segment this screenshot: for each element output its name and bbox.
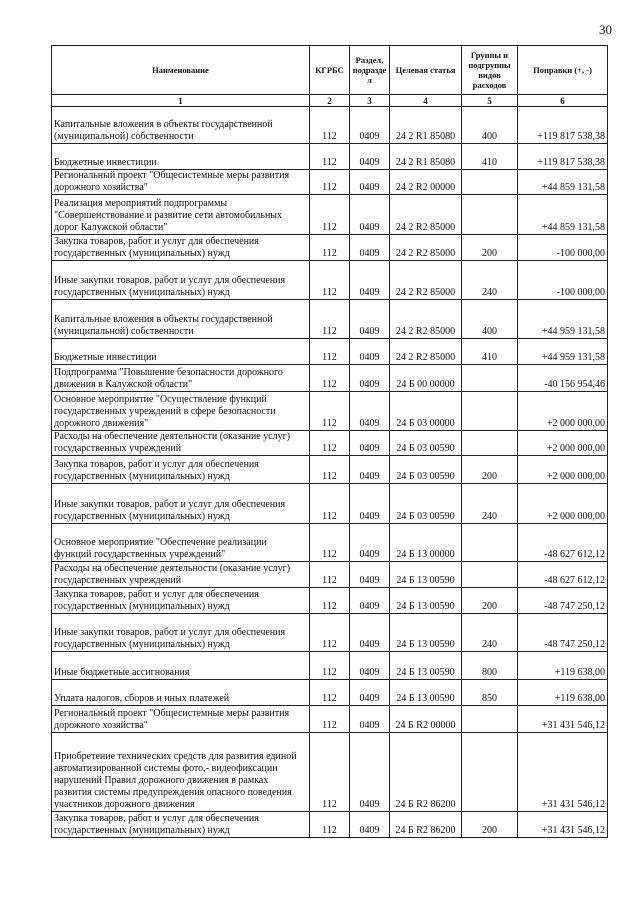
row-name: Бюджетные инвестиции [52, 144, 310, 170]
row-amount: +31 431 546,12 [518, 706, 608, 733]
column-number: 6 [518, 95, 608, 107]
row-kgrbs: 112 [310, 652, 350, 680]
table-row [52, 524, 608, 562]
table-row [52, 680, 608, 706]
table-row [52, 339, 608, 365]
row-name: Основное мероприятие "Обеспечение реализации функций государственных учреждений" [52, 524, 310, 562]
row-name: Иные закупки товаров, работ и услуг для обеспечения государственных (муниципальных) нужд [52, 261, 310, 300]
table-row [52, 235, 608, 261]
row-target-article: 24 Б R2 86200 [390, 812, 462, 838]
table-row [52, 170, 608, 195]
row-section: 0409 [350, 392, 390, 431]
row-kgrbs: 112 [310, 588, 350, 614]
table-row [52, 484, 608, 524]
row-name: Иные закупки товаров, работ и услуг для обеспечения государственных (муниципальных) нужд [52, 614, 310, 652]
row-target-article: 24 Б 00 00000 [390, 365, 462, 392]
row-section: 0409 [350, 339, 390, 365]
row-expense-group [462, 431, 518, 456]
row-amount: -48 627 612,12 [518, 562, 608, 588]
table-row [52, 392, 608, 431]
row-name: Капитальные вложения в объекты государственной (муниципальной) собственности [52, 300, 310, 339]
row-kgrbs: 112 [310, 706, 350, 733]
table-row [52, 261, 608, 300]
row-name: Расходы на обеспечение деятельности (оказание услуг) государственных учреждений [52, 562, 310, 588]
row-amount: +44 959 131,58 [518, 300, 608, 339]
row-section: 0409 [350, 484, 390, 524]
column-number: 2 [310, 95, 350, 107]
row-target-article: 24 2 R2 85000 [390, 261, 462, 300]
row-expense-group: 200 [462, 588, 518, 614]
row-amount: +44 859 131,58 [518, 195, 608, 235]
row-section: 0409 [350, 812, 390, 838]
row-kgrbs: 112 [310, 365, 350, 392]
row-kgrbs: 112 [310, 524, 350, 562]
row-target-article: 24 2 R1 85080 [390, 107, 462, 144]
row-name: Закупка товаров, работ и услуг для обеспечения государственных (муниципальных) нужд [52, 812, 310, 838]
row-expense-group: 400 [462, 300, 518, 339]
row-target-article: 24 Б 13 00590 [390, 562, 462, 588]
table-row [52, 652, 608, 680]
row-expense-group: 200 [462, 812, 518, 838]
row-target-article: 24 Б R2 86200 [390, 733, 462, 812]
row-section: 0409 [350, 614, 390, 652]
row-expense-group: 410 [462, 144, 518, 170]
row-expense-group: 850 [462, 680, 518, 706]
row-target-article: 24 Б 13 00590 [390, 680, 462, 706]
row-section: 0409 [350, 261, 390, 300]
table-row [52, 431, 608, 456]
column-number: 5 [462, 95, 518, 107]
row-name: Бюджетные инвестиции [52, 339, 310, 365]
row-amount: +2 000 000,00 [518, 484, 608, 524]
row-name: Иные бюджетные ассигнования [52, 652, 310, 680]
row-expense-group [462, 562, 518, 588]
row-expense-group: 200 [462, 235, 518, 261]
row-amount: -48 627 612,12 [518, 524, 608, 562]
row-amount: +44 959 131,58 [518, 339, 608, 365]
row-section: 0409 [350, 652, 390, 680]
row-expense-group [462, 195, 518, 235]
row-target-article: 24 2 R2 85000 [390, 339, 462, 365]
row-name: Уплата налогов, сборов и иных платежей [52, 680, 310, 706]
header-name: Наименование [52, 46, 310, 95]
row-kgrbs: 112 [310, 261, 350, 300]
row-expense-group [462, 365, 518, 392]
row-expense-group [462, 733, 518, 812]
table-row [52, 107, 608, 144]
row-target-article: 24 2 R2 85000 [390, 235, 462, 261]
header-row [52, 46, 608, 95]
row-target-article: 24 Б 03 00590 [390, 431, 462, 456]
row-section: 0409 [350, 365, 390, 392]
row-target-article: 24 2 R2 85000 [390, 195, 462, 235]
table-row [52, 144, 608, 170]
row-amount: +119 638,00 [518, 652, 608, 680]
row-section: 0409 [350, 235, 390, 261]
row-kgrbs: 112 [310, 733, 350, 812]
row-section: 0409 [350, 733, 390, 812]
table-row [52, 195, 608, 235]
row-target-article: 24 Б 03 00590 [390, 484, 462, 524]
row-kgrbs: 112 [310, 614, 350, 652]
row-name: Приобретение технических средств для развития единой автоматизированной системы фото,- видеофиксации нарушений Правил дорожного движения в рамках развития системы предупреждения опасного поведения участников дорожного движения [52, 733, 310, 812]
row-section: 0409 [350, 144, 390, 170]
row-amount: +119 817 538,38 [518, 107, 608, 144]
row-amount: -48 747 250,12 [518, 588, 608, 614]
row-amount: -100 000,00 [518, 261, 608, 300]
row-kgrbs: 112 [310, 170, 350, 195]
column-number: 4 [390, 95, 462, 107]
row-kgrbs: 112 [310, 431, 350, 456]
table-row [52, 300, 608, 339]
row-kgrbs: 112 [310, 339, 350, 365]
table-row [52, 562, 608, 588]
header-target: Целевая статья [390, 46, 462, 95]
row-section: 0409 [350, 170, 390, 195]
table-row [52, 365, 608, 392]
row-kgrbs: 112 [310, 562, 350, 588]
row-section: 0409 [350, 456, 390, 484]
row-target-article: 24 2 R1 85080 [390, 144, 462, 170]
table-row [52, 614, 608, 652]
column-number-row [52, 95, 608, 107]
row-expense-group [462, 706, 518, 733]
row-amount: +2 000 000,00 [518, 456, 608, 484]
row-section: 0409 [350, 300, 390, 339]
row-amount: +2 000 000,00 [518, 431, 608, 456]
column-number: 3 [350, 95, 390, 107]
row-name: Расходы на обеспечение деятельности (оказание услуг) государственных учреждений [52, 431, 310, 456]
row-name: Реализация мероприятий подпрограммы "Совершенствование и развитие сети автомобильных дорог Калужской области" [52, 195, 310, 235]
row-kgrbs: 112 [310, 456, 350, 484]
header-amount: Поправки (+, -) [518, 46, 608, 95]
row-section: 0409 [350, 524, 390, 562]
row-section: 0409 [350, 107, 390, 144]
row-section: 0409 [350, 680, 390, 706]
row-section: 0409 [350, 562, 390, 588]
row-target-article: 24 Б R2 00000 [390, 706, 462, 733]
row-amount: +2 000 000,00 [518, 392, 608, 431]
row-kgrbs: 112 [310, 812, 350, 838]
row-expense-group: 200 [462, 456, 518, 484]
row-kgrbs: 112 [310, 300, 350, 339]
row-kgrbs: 112 [310, 144, 350, 170]
row-section: 0409 [350, 706, 390, 733]
row-name: Закупка товаров, работ и услуг для обеспечения государственных (муниципальных) нужд [52, 456, 310, 484]
row-kgrbs: 112 [310, 107, 350, 144]
header-kgrbs: КГРБС [310, 46, 350, 95]
row-amount: -40 156 954,46 [518, 365, 608, 392]
budget-amendments-table [51, 45, 608, 838]
table-row [52, 588, 608, 614]
row-amount: +31 431 546,12 [518, 812, 608, 838]
row-kgrbs: 112 [310, 484, 350, 524]
row-name: Закупка товаров, работ и услуг для обеспечения государственных (муниципальных) нужд [52, 235, 310, 261]
row-expense-group: 240 [462, 261, 518, 300]
header-section: Раздел, подразде л [350, 46, 390, 95]
row-section: 0409 [350, 431, 390, 456]
column-number: 1 [52, 95, 310, 107]
row-kgrbs: 112 [310, 680, 350, 706]
row-expense-group: 240 [462, 614, 518, 652]
row-target-article: 24 2 R2 00000 [390, 170, 462, 195]
row-target-article: 24 Б 13 00000 [390, 524, 462, 562]
row-kgrbs: 112 [310, 195, 350, 235]
row-amount: +119 638,00 [518, 680, 608, 706]
row-name: Подпрограмма "Повышение безопасности дорожного движения в Калужской области" [52, 365, 310, 392]
row-expense-group [462, 392, 518, 431]
page-number: 30 [599, 22, 612, 37]
row-amount: +44 859 131,58 [518, 170, 608, 195]
row-expense-group: 410 [462, 339, 518, 365]
row-name: Региональный проект "Общесистемные меры развития дорожного хозяйства" [52, 170, 310, 195]
row-name: Капитальные вложения в объекты государственной (муниципальной) собственности [52, 107, 310, 144]
row-amount: +119 817 538,38 [518, 144, 608, 170]
row-target-article: 24 Б 03 00590 [390, 456, 462, 484]
row-name: Региональный проект "Общесистемные меры развития дорожного хозяйства" [52, 706, 310, 733]
row-amount: +31 431 546,12 [518, 733, 608, 812]
header-group: Группы и подгруппы видов расходов [462, 46, 518, 95]
row-expense-group: 800 [462, 652, 518, 680]
table-row [52, 456, 608, 484]
row-target-article: 24 Б 13 00590 [390, 588, 462, 614]
row-name: Иные закупки товаров, работ и услуг для обеспечения государственных (муниципальных) нужд [52, 484, 310, 524]
row-expense-group: 240 [462, 484, 518, 524]
row-amount: -100 000,00 [518, 235, 608, 261]
row-target-article: 24 Б 13 00590 [390, 614, 462, 652]
row-name: Закупка товаров, работ и услуг для обеспечения государственных (муниципальных) нужд [52, 588, 310, 614]
row-target-article: 24 Б 03 00000 [390, 392, 462, 431]
row-kgrbs: 112 [310, 392, 350, 431]
row-target-article: 24 2 R2 85000 [390, 300, 462, 339]
row-name: Основное мероприятие "Осуществление функций государственных учреждений в сфере безопасности дорожного движения" [52, 392, 310, 431]
table-row [52, 812, 608, 838]
table-row [52, 733, 608, 812]
table-row [52, 706, 608, 733]
row-expense-group [462, 170, 518, 195]
row-section: 0409 [350, 195, 390, 235]
row-section: 0409 [350, 588, 390, 614]
row-kgrbs: 112 [310, 235, 350, 261]
row-expense-group: 400 [462, 107, 518, 144]
row-amount: -48 747 250,12 [518, 614, 608, 652]
row-target-article: 24 Б 13 00590 [390, 652, 462, 680]
row-expense-group [462, 524, 518, 562]
